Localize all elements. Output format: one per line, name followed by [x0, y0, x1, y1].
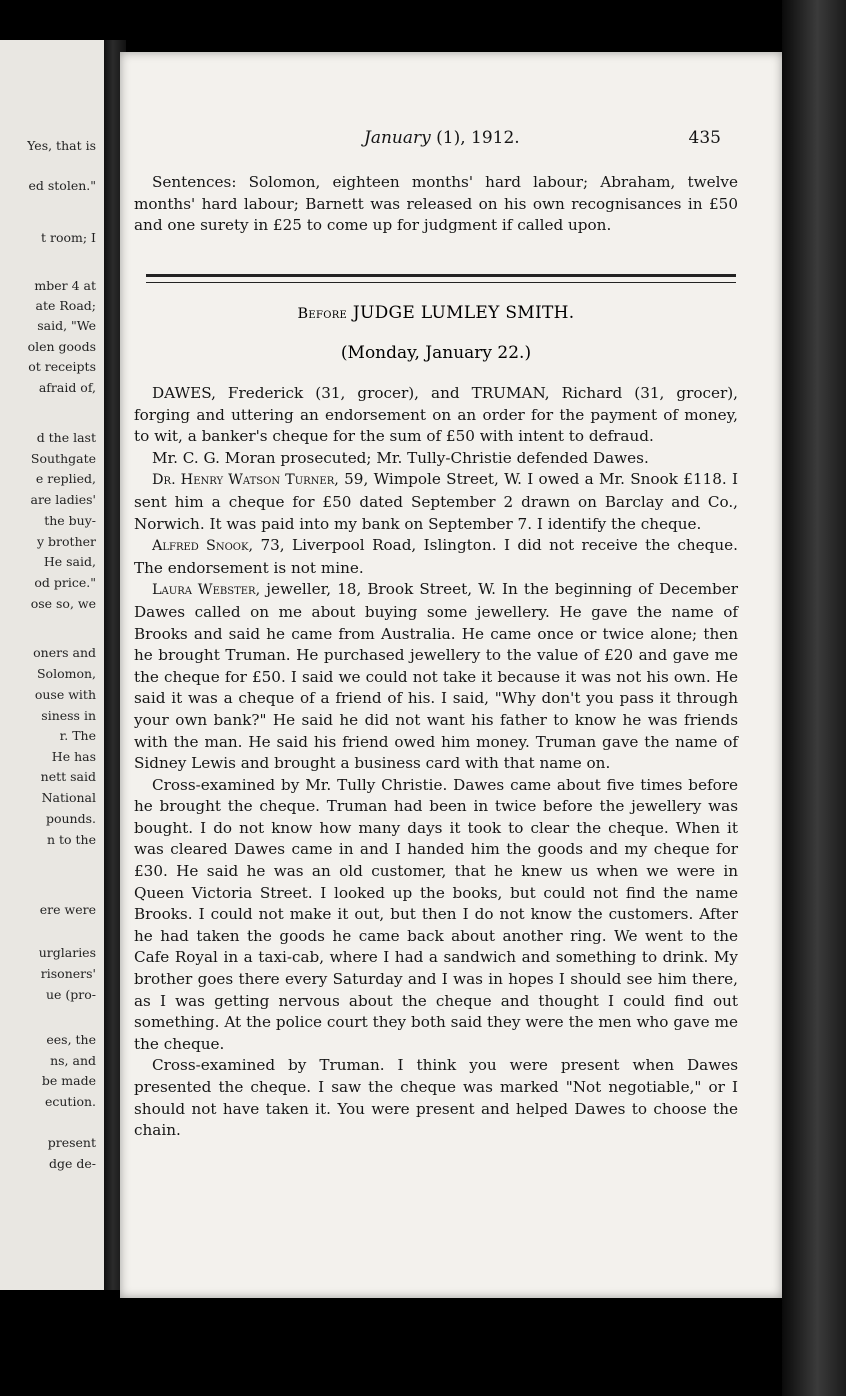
facing-page-line: pounds. — [45, 811, 96, 826]
facing-page-line: the buy- — [44, 513, 96, 528]
facing-page-line: y brother — [37, 534, 96, 549]
facing-page-line: ecution. — [44, 1094, 96, 1109]
section-rule-thin — [146, 282, 736, 283]
hearing-date: (Monday, January 22.) — [340, 343, 532, 363]
facing-page-line: He has — [51, 749, 96, 764]
facing-page-line: Southgate — [30, 451, 96, 466]
witness-name: Dr. Henry Watson Turner, — [152, 472, 339, 489]
facing-page-line: Solomon, — [36, 666, 96, 681]
facing-page-line: oners and — [33, 645, 96, 660]
heading-judge: JUDGE LUMLEY SMITH. — [352, 303, 575, 323]
facing-page-line: nett said — [40, 769, 96, 784]
cross-examination-truman: Cross-examined by Truman. I think you were present when Dawes presented the cheque. I saw the cheque was marked "Not negotiable," or I should not have taken it. You were present and helped Dawes to choose the chain. — [134, 1056, 738, 1140]
header-date — [364, 128, 520, 148]
page-number: 435 — [688, 128, 721, 148]
facing-page-line: dge de- — [49, 1156, 96, 1171]
facing-page-line: n to the — [46, 832, 96, 847]
section-rule-thick — [146, 274, 736, 277]
facing-page-line: risoners' — [40, 966, 96, 981]
section-heading — [134, 303, 738, 323]
facing-page-line: r. The — [59, 728, 96, 743]
facing-page-line: olen goods — [27, 339, 96, 354]
facing-page-line: ot receipts — [28, 359, 96, 374]
facing-page-line: He said, — [43, 554, 96, 569]
sentences-paragraph: Sentences: Solomon, eighteen months' hard labour; Abraham, twelve months' hard labour; Barnett was released on his own recognisances in £50 and one surety in £25 to come up for judgment if called upon. — [134, 173, 738, 235]
header-month: January — [364, 128, 431, 148]
witness-name: Alfred Snook, — [152, 538, 254, 555]
defendant-names: DAWES, Frederick (31, grocer), and TRUMAN, Richard (31, grocer), — [152, 384, 738, 402]
facing-page-line: d the last — [36, 430, 96, 445]
facing-page-line: ere were — [39, 902, 96, 917]
facing-page-line: ue (pro- — [45, 987, 96, 1002]
facing-page-line: ed stolen." — [28, 178, 96, 193]
facing-page-line: ouse with — [34, 687, 96, 702]
facing-page-line: Yes, that is — [27, 138, 96, 153]
cross-examination-christie: Cross-examined by Mr. Tully Christie. Dawes came about five times before he brought the cheque. Truman had been in twice before the jewellery was bought. I do not know how many days it took to clear the cheque. When it was cleared Dawes came in and I handed him the goods and my cheque for £30. He said he was an old customer, that he knew us when we were in Queen Victoria Street. I looked up the books, but could not find the name Brooks. I could not make it out, but then I do not know the customers. After he had taken the goods he came back about another ring. We went to the Cafe Royal in a taxi-cab, where I had a sandwich and something to drink. My brother goes there every Saturday and I was in hopes I should see him there, as I was getting nervous about the cheque and thought I could find out something. At the police court they both said they were the men who gave me the cheque. — [134, 775, 738, 1053]
running-header — [134, 128, 738, 154]
facing-page-line: e replied, — [35, 471, 96, 486]
page-edge-shadow — [782, 0, 846, 1396]
facing-page-line: afraid of, — [38, 380, 96, 395]
witness-turner — [134, 469, 738, 535]
facing-page-line: be made — [41, 1073, 96, 1088]
header-date-rest: (1), 1912. — [436, 128, 520, 148]
charge-paragraph — [134, 383, 738, 448]
facing-page-line: ns, and — [50, 1053, 96, 1068]
case-body — [134, 383, 738, 1142]
facing-page-line: urglaries — [38, 945, 96, 960]
facing-page-line: t room; I — [41, 230, 96, 245]
facing-page-line: present — [47, 1135, 96, 1150]
facing-page-line: od price." — [34, 575, 96, 590]
witness-testimony: 73, Liverpool Road, Islington. I did not receive the cheque. The endorsement is not mine. — [134, 536, 738, 577]
facing-page-line: ees, the — [46, 1032, 96, 1047]
facing-page-line: are ladies' — [30, 492, 96, 507]
witness-webster — [134, 579, 738, 774]
facing-page-line: mber 4 at — [34, 278, 96, 293]
witness-testimony: 59, Wimpole Street, W. I owed a Mr. Snook £118. I sent him a cheque for £50 dated September 2 drawn on Barclay and Co., Norwich. It was paid into my bank on September 7. I identify the cheque. — [134, 470, 738, 533]
charge-text: forging and uttering an endorsement on an order for the payment of money, to wit, a banker's cheque for the sum of £50 with intent to defraud. — [134, 405, 738, 446]
facing-page-line: ate Road; — [35, 298, 96, 313]
facing-page-line: said, "We — [37, 318, 96, 333]
facing-page-line: ose so, we — [30, 596, 96, 611]
witness-name: Laura Webster, — [152, 582, 261, 599]
counsel-paragraph: Mr. C. G. Moran prosecuted; Mr. Tully-Christie defended Dawes. — [152, 448, 649, 467]
facing-page — [0, 40, 104, 1290]
facing-page-line: National — [41, 790, 96, 805]
witness-testimony: jeweller, 18, Brook Street, W. In the beginning of December Dawes called on me about buying some jewellery. He gave the name of Brooks and said he came from Australia. He came once or twice alone; then he brought Truman. He purchased jewellery to the value of £20 and gave me the cheque for £50. I said we could not take it because it was not his own. He said it was a cheque of a friend of his. I said, "Why don't you pass it through your own bank?" He said he did not want his father to know he was friends with the man. He said his friend owed him money. Truman gave the name of Sidney Lewis and brought a business card with that name on. — [134, 580, 738, 773]
witness-snook — [134, 535, 738, 579]
heading-before: Before — [297, 306, 348, 322]
facing-page-line: siness in — [41, 708, 96, 723]
